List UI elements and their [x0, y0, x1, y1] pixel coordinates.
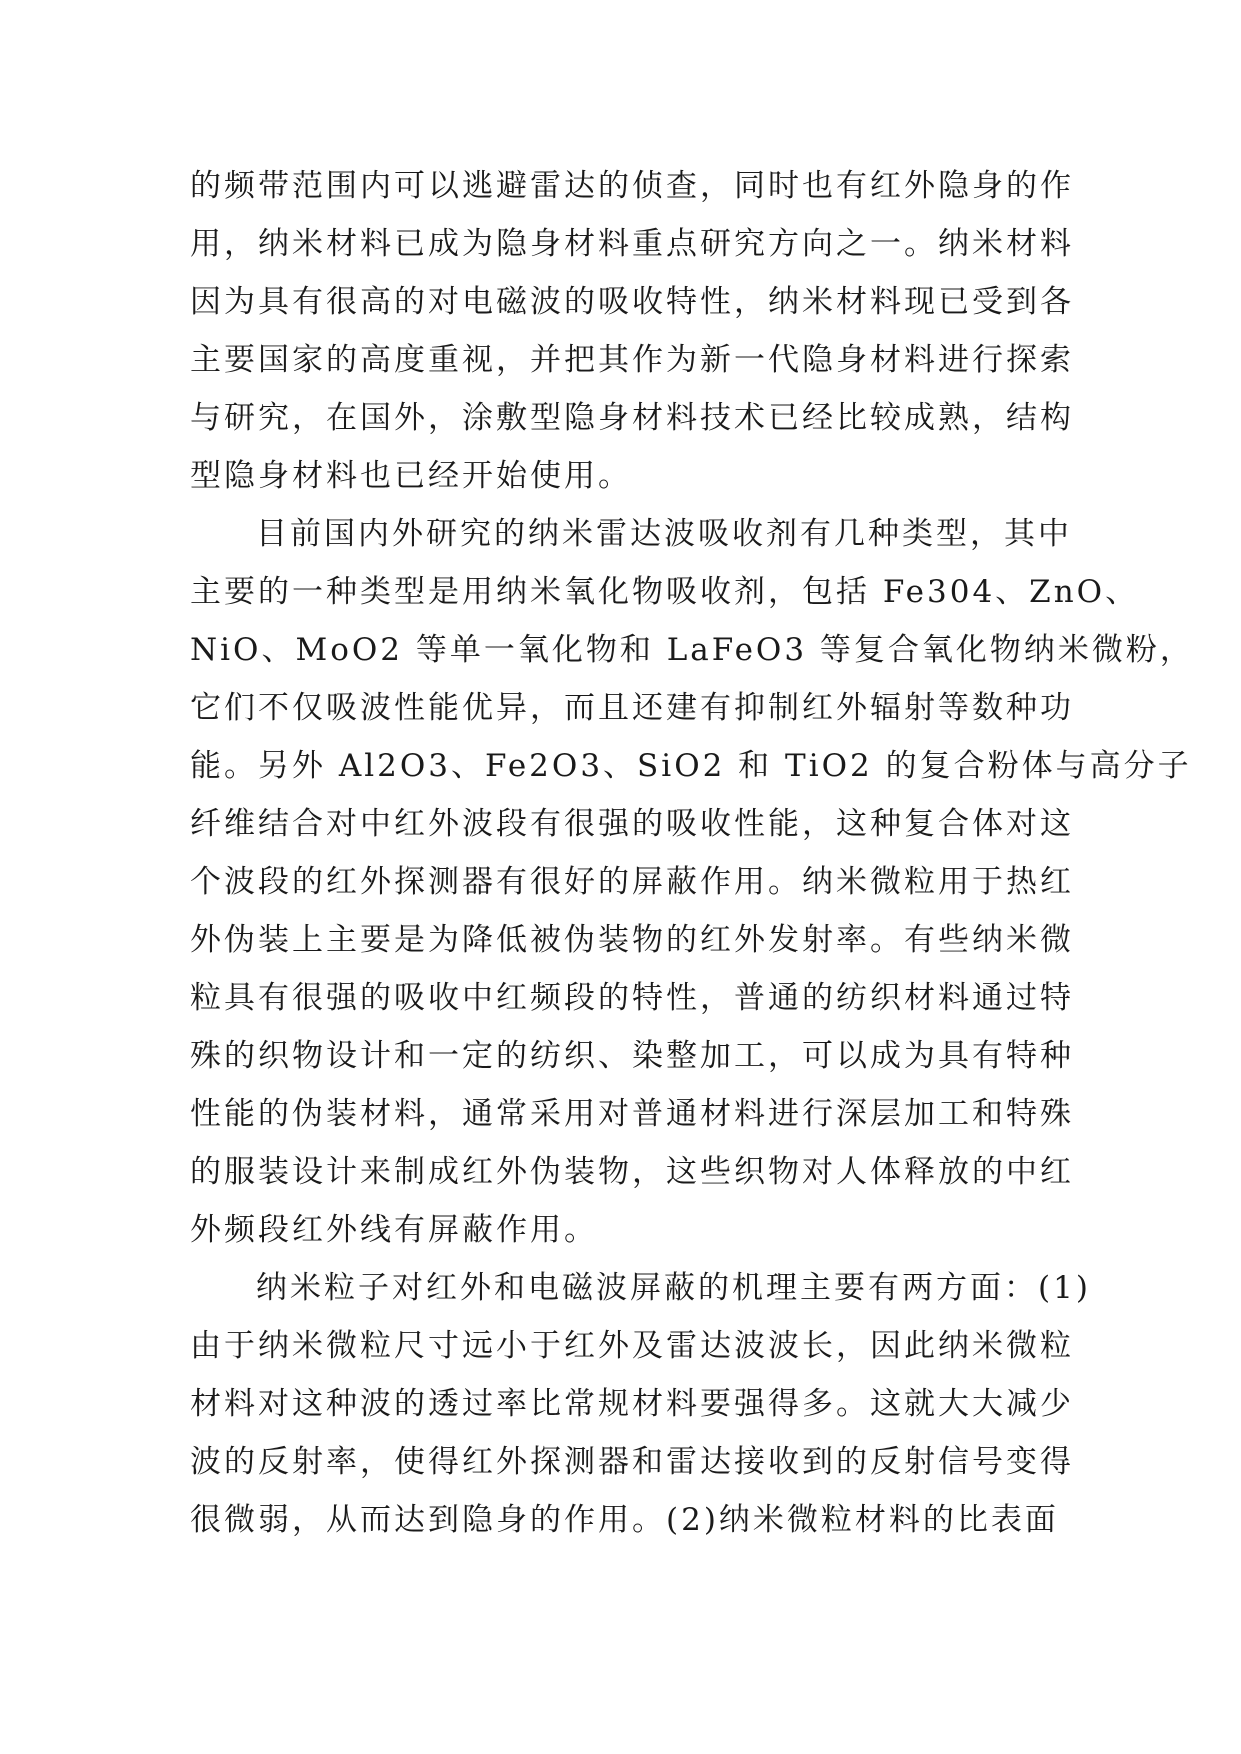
- text-line: 由于纳米微粒尺寸远小于红外及雷达波波长，因此纳米微粒: [190, 1328, 1074, 1364]
- text-line: 型隐身材料也已经开始使用。: [190, 458, 632, 494]
- text-line: 性能的伪装材料，通常采用对普通材料进行深层加工和特殊: [190, 1096, 1074, 1132]
- text-line: 殊的织物设计和一定的纺织、染整加工，可以成为具有特种: [190, 1038, 1074, 1074]
- text-line: 它们不仅吸波性能优异，而且还建有抑制红外辐射等数种功: [190, 690, 1074, 726]
- text-line: 纤维结合对中红外波段有很强的吸收性能，这种复合体对这: [190, 806, 1074, 842]
- text-line: NiO、MoO2 等单一氧化物和 LaFeO3 等复合氧化物纳米微粉，: [190, 632, 1194, 668]
- text-line: 个波段的红外探测器有很好的屏蔽作用。纳米微粒用于热红: [190, 864, 1074, 900]
- text-line: 主要国家的高度重视，并把其作为新一代隐身材料进行探索: [190, 342, 1074, 378]
- text-line: 能。另外 Al2O3、Fe2O3、SiO2 和 TiO2 的复合粉体与高分子: [190, 748, 1192, 784]
- text-line: 目前国内外研究的纳米雷达波吸收剂有几种类型，其中: [256, 516, 1072, 552]
- text-line: 主要的一种类型是用纳米氧化物吸收剂，包括 Fe304、ZnO、: [190, 574, 1140, 610]
- text-line: 的服装设计来制成红外伪装物，这些织物对人体释放的中红: [190, 1154, 1074, 1190]
- text-line: 因为具有很高的对电磁波的吸收特性，纳米材料现已受到各: [190, 284, 1074, 320]
- text-line: 的频带范围内可以逃避雷达的侦查，同时也有红外隐身的作: [190, 168, 1074, 204]
- text-line: 外频段红外线有屏蔽作用。: [190, 1212, 598, 1248]
- text-line: 波的反射率，使得红外探测器和雷达接收到的反射信号变得: [190, 1444, 1074, 1480]
- text-line: 材料对这种波的透过率比常规材料要强得多。这就大大减少: [190, 1386, 1074, 1422]
- paragraph: [190, 157, 1074, 505]
- text-line: 用，纳米材料已成为隐身材料重点研究方向之一。纳米材料: [190, 226, 1074, 262]
- text-line: 很微弱，从而达到隐身的作用。(2)纳米微粒材料的比表面: [190, 1502, 1059, 1538]
- text-line: 与研究，在国外，涂敷型隐身材料技术已经比较成熟，结构: [190, 400, 1074, 436]
- text-line: 外伪装上主要是为降低被伪装物的红外发射率。有些纳米微: [190, 922, 1074, 958]
- paragraph: [190, 1259, 1091, 1549]
- text-line: 粒具有很强的吸收中红频段的特性，普通的纺织材料通过特: [190, 980, 1074, 1016]
- body-text: [190, 157, 1194, 1549]
- paragraph: [190, 505, 1194, 1259]
- text-line: 纳米粒子对红外和电磁波屏蔽的机理主要有两方面：(1): [256, 1270, 1091, 1306]
